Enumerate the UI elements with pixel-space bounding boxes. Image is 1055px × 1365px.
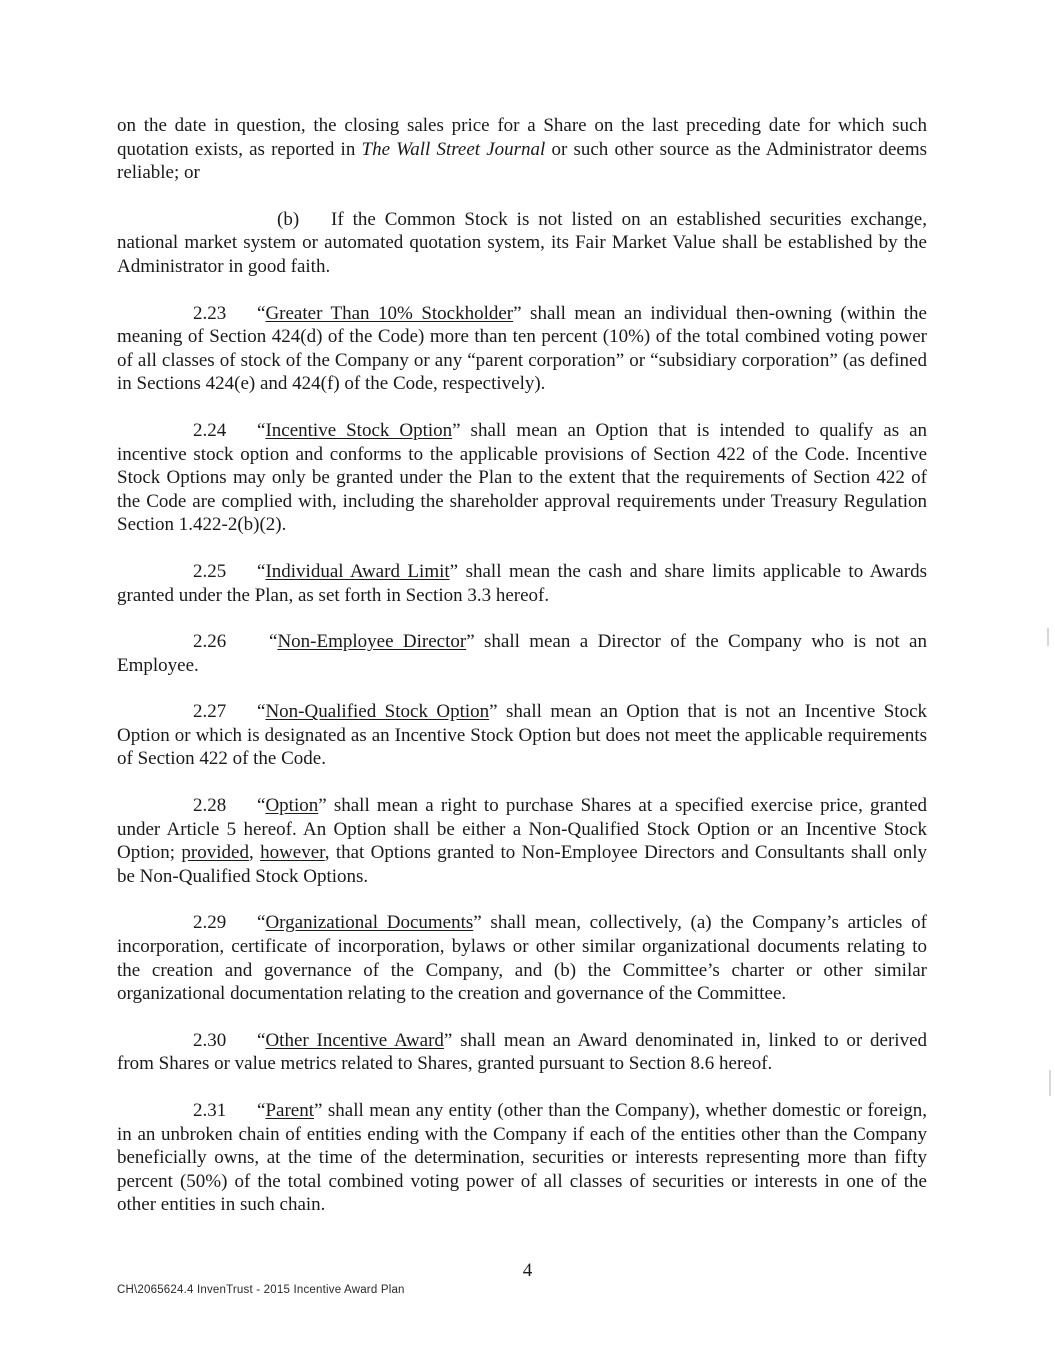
section-number: 2.24 [193,419,227,441]
text: on the date in question, the closing sales price for a Share on the last preceding date for which such quotation exists, as reported in [117,115,927,160]
defined-term: Individual Award Limit [265,560,450,582]
definition-text: shall mean any entity (other than the Company), whether domestic or foreign, in an unbroken chain of entities ending with the Company if each of the entities other than the Company beneficially owns, at the time of the determination, securities or interests representing more than fifty percent (50%) of the total combined voting power of all classes of securities or interests in one of the other entities in such chain. [117,1100,927,1216]
defined-term: Non-Employee Director [277,631,467,653]
publication-name: The Wall Street Journal [361,138,546,160]
section-2-29 [117,911,927,1005]
scan-mark [1047,628,1049,646]
section-2-28 [117,794,927,888]
definition-text: shall mean a Director of the Company who is not an Employee. [117,631,927,676]
section-2-24 [117,419,927,537]
section-number: 2.25 [193,560,227,582]
quote-open: “ [257,302,266,324]
document-footer: CH\2065624.4 InvenTrust - 2015 Incentive Award Plan [117,1284,405,1296]
defined-term: Other Incentive Award [265,1029,444,1051]
defined-term: Organizational Documents [265,912,474,934]
section-2-26 [117,630,927,677]
definition-text: shall mean an Option that is intended to qualify as an incentive stock option and conforms to the applicable provisions of Section 422 of the Code. Incentive Stock Options may only be granted under the Plan to the extent that the requirements of Section 422 of the Code are complied with, including the shareholder approval requirements under Treasury Regulation Section 1.422-2(b)(2). [117,419,927,536]
quote-close: ” [473,912,482,934]
quote-close: ” [513,302,522,324]
section-number: 2.31 [193,1100,227,1121]
quote-open: “ [269,631,278,653]
proviso-term: provided [181,842,249,864]
definition-text: , that Options granted to Non-Employee Directors and Consultants shall only be Non-Qualified Stock Options. [117,842,928,887]
quote-open: “ [257,1100,266,1121]
section-2-25 [117,560,927,607]
quote-open: “ [257,701,266,723]
paragraph-fair-market-value-b [117,208,927,279]
quote-close: ” [466,631,475,653]
quote-close: ” [489,701,498,723]
section-2-27 [117,700,927,771]
defined-term: Greater Than 10% Stockholder [265,302,514,324]
quote-close: ” [452,419,461,441]
section-2-23 [117,302,927,396]
quote-close: ” [313,1100,323,1121]
quote-open: “ [257,560,266,582]
definition-text: shall mean an Award denominated in, linked to or derived from Shares or value metrics related to Shares, granted pursuant to Section 8.6 hereof. [117,1029,927,1075]
text: or such other source as the Administrator deems reliable; or [117,138,927,184]
quote-open: “ [257,795,266,817]
definition-text: shall mean an Option that is not an Incentive Stock Option or which is designated as an Incentive Stock Option but does not meet the applicable requirements of Section 422 of the Code. [117,701,927,770]
document-page [117,114,927,1217]
section-2-30 [117,1029,927,1076]
section-number: 2.28 [193,795,227,817]
defined-term: Parent [265,1100,314,1121]
definition-text: shall mean the cash and share limits applicable to Awards granted under the Plan, as set forth in Section 3.3 hereof. [117,560,927,606]
section-2-31 [117,1099,927,1217]
quote-open: “ [257,912,266,934]
section-number: 2.26 [193,631,227,653]
separator: , [248,842,261,864]
defined-term: Option [265,795,319,817]
quote-close: ” [443,1029,453,1051]
quote-close: ” [318,795,327,817]
clause-label: (b) [277,208,300,230]
quote-open: “ [257,1029,266,1051]
paragraph-fair-market-value-a [117,114,927,185]
defined-term: Incentive Stock Option [265,419,453,441]
quote-close: ” [449,560,459,582]
definition-text: shall mean a right to purchase Shares at a specified exercise price, granted under Article 5 hereof. An Option shall be either a Non-Qualified Stock Option or an Incentive Stock Option; [117,795,927,864]
section-number: 2.30 [193,1029,227,1051]
section-number: 2.23 [193,302,227,324]
definition-text: shall mean, collectively, (a) the Company’s articles of incorporation, certificate of incorporation, bylaws or other similar organizational documents relating to the creation and governance of the Company, and (b) the Committee’s charter or other similar organizational documentation relating to the creation and governance of the Committee. [117,912,927,1005]
clause-text: If the Common Stock is not listed on an established securities exchange, national market system or automated quotation system, its Fair Market Value shall be established by the Administrator in good faith. [117,208,927,277]
proviso-term: however [260,842,325,864]
section-number: 2.27 [193,701,227,723]
defined-term: Non-Qualified Stock Option [265,701,490,723]
scan-mark [1049,1070,1051,1096]
quote-open: “ [257,419,266,441]
section-number: 2.29 [193,912,227,934]
page-number: 4 [522,1260,533,1281]
definition-text: shall mean an individual then-owning (within the meaning of Section 424(d) of the Code) more than ten percent (10%) of the total combined voting power of all classes of stock of the Company or any “parent corporation” or “subsidiary corporation” (as defined in Sections 424(e) and 424(f) of the Code, respectively). [117,302,927,395]
